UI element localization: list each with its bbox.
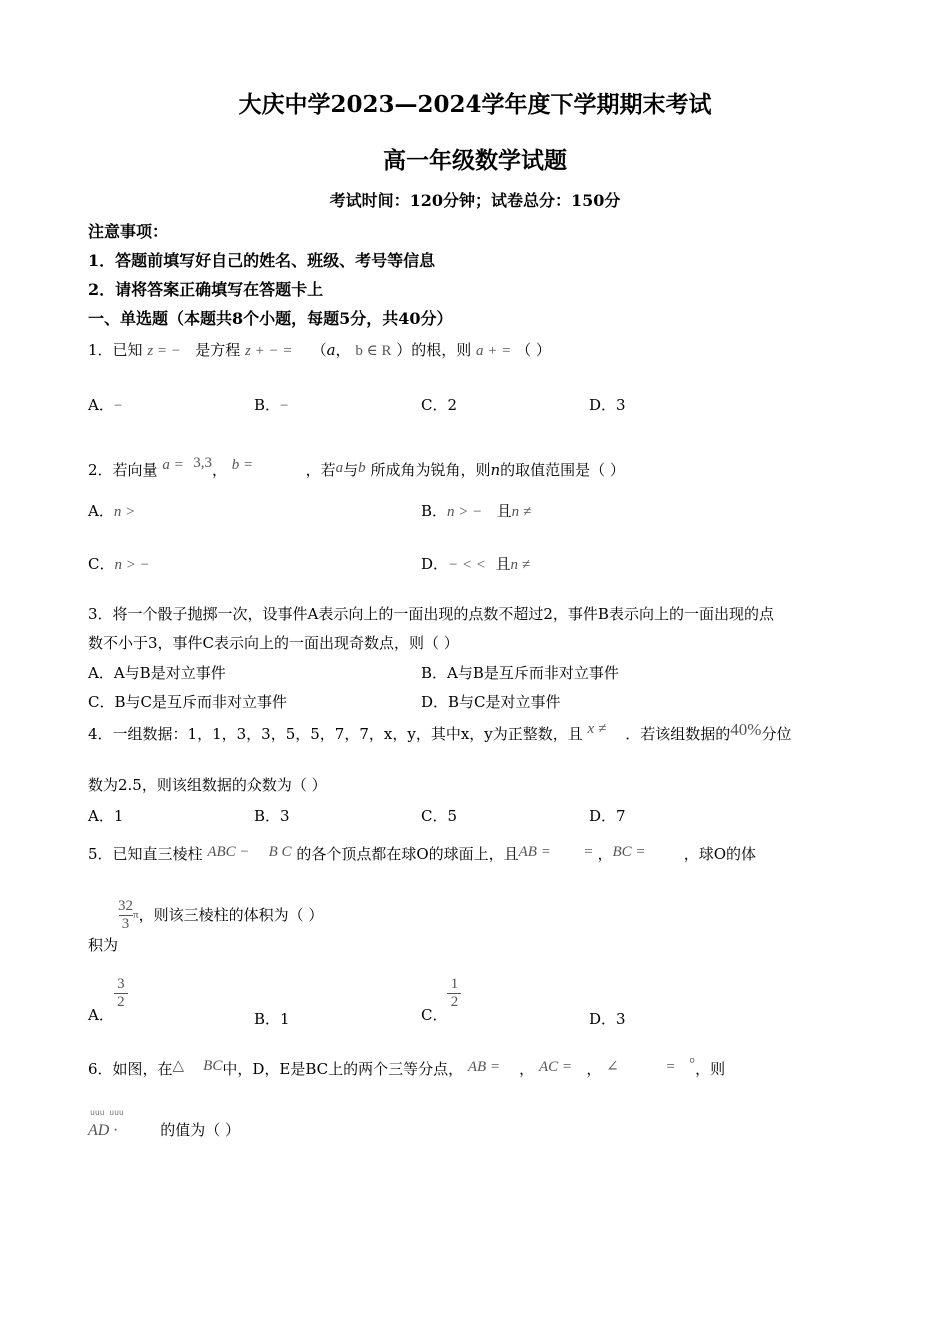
q2-option-d: D．− < < 且n ≠ <box>421 555 530 573</box>
q3-option-c: C．B与C是互斥而非对立事件 <box>88 693 287 711</box>
q1-text-3: ）的根，则 <box>396 341 472 359</box>
q5-prism: ABC − <box>207 844 250 860</box>
q1-paren: （ <box>311 341 327 359</box>
q3-option-d: D．B与C是对立事件 <box>421 693 561 711</box>
exam-subtitle: 高一年级数学试题 <box>383 147 567 174</box>
question-3-line-1: 3．将一个骰子抛掷一次，设事件A表示向上的一面出现的点数不超过2，事件B表示向上的一面出现的点 <box>88 605 774 623</box>
q1-text: 1．已知 <box>88 341 143 359</box>
question-5-line-2: 积为 $\frac{32}{3}$ π，则该三棱柱的体积为（ ） <box>88 898 324 954</box>
q4-option-a: A．1 <box>88 807 124 825</box>
question-6-line-2: AD · 的值为（ ） <box>88 1121 241 1139</box>
q6-vector-arrows: uuu uuu <box>90 1108 124 1117</box>
notice-item-1: 1．答题前填写好自己的姓名、班级、考号等信息 <box>88 251 436 270</box>
q2-vector-b: b = <box>231 457 254 473</box>
q5-option-c: C． $\frac{1}{2}$ <box>421 976 461 1011</box>
q4-option-c: C．5 <box>421 807 458 825</box>
q4-option-b: B．3 <box>254 807 290 825</box>
exam-title: 大庆中学2023—2024学年度下学期期末考试 <box>238 91 712 118</box>
q1-option-c: C．2 <box>421 396 458 414</box>
q1-option-b: B．− <box>254 396 289 414</box>
question-2: 2．若向量 a = 3,3， b = ，若a与b 所成角为锐角，则n的取值范围是（ ） <box>88 455 625 479</box>
q2-option-a: A．n > <box>88 502 136 520</box>
q5-option-b: B．1 <box>254 1010 290 1028</box>
q4-x-neq: x ≠ <box>587 721 607 737</box>
q1-var-a: a <box>326 341 336 359</box>
q1-answer-paren: （ ） <box>516 341 551 359</box>
q1-text-2: 是方程 <box>195 341 241 359</box>
q5-option-d: D．3 <box>589 1010 626 1028</box>
question-5-line-1: 5．已知直三棱柱 ABC − B C 的各个顶点都在球O的球面上，且AB = = ，BC = ，球O的体 <box>88 844 756 863</box>
q1-formula-z: z = − <box>147 343 181 359</box>
q3-option-b: B．A与B是互斥而非对立事件 <box>421 664 619 682</box>
notice-heading: 注意事项： <box>88 222 169 241</box>
question-3-line-2: 数不小于3，事件C表示向上的一面出现奇数点，则（ ） <box>88 634 459 652</box>
question-1 <box>88 340 551 361</box>
q1-b-in-r: b ∈ R <box>355 343 392 359</box>
q5-option-a: A． $\frac{3}{2}$ <box>88 976 128 1011</box>
q1-option-d: D．3 <box>589 396 626 414</box>
question-4-line-1: 4．一组数据：1，1，3，3，5，5，7，7，x，y，其中x，y为正整数，且 x ≠ ．若该组数据的40%分位 <box>88 720 792 743</box>
section-heading: 一、单选题（本题共8个小题，每题5分，共40分） <box>88 309 453 328</box>
question-6-line-1: 6．如图，在△ BC中，D，E是BC上的两个三等分点， AB = ， AC = ， ∠ = °，则 <box>88 1056 726 1078</box>
q4-percent: 40% <box>730 720 762 739</box>
notice-item-2: 2．请将答案正确填写在答题卡上 <box>88 280 324 299</box>
q6-dot-product: AD · <box>88 1122 118 1139</box>
q1-a-plus: a + = <box>476 343 512 359</box>
q1-equation: z + − = <box>245 343 293 359</box>
q2-vector-a: a = <box>162 457 184 473</box>
q2-option-b: B．n > − 且n ≠ <box>421 502 532 520</box>
q5-fraction: $\frac{32}{3}$ <box>118 898 134 932</box>
q1-option-a: A．− <box>88 396 123 414</box>
q1-comma: ， <box>335 341 351 359</box>
q3-option-a: A．A与B是对立事件 <box>88 664 226 682</box>
exam-info: 考试时间：120分钟；试卷总分：150分 <box>329 191 621 210</box>
q4-option-d: D．7 <box>589 807 626 825</box>
q2-option-c: C．n > − <box>88 555 150 573</box>
question-4-line-2: 数为2.5，则该组数据的众数为（ ） <box>88 776 327 794</box>
